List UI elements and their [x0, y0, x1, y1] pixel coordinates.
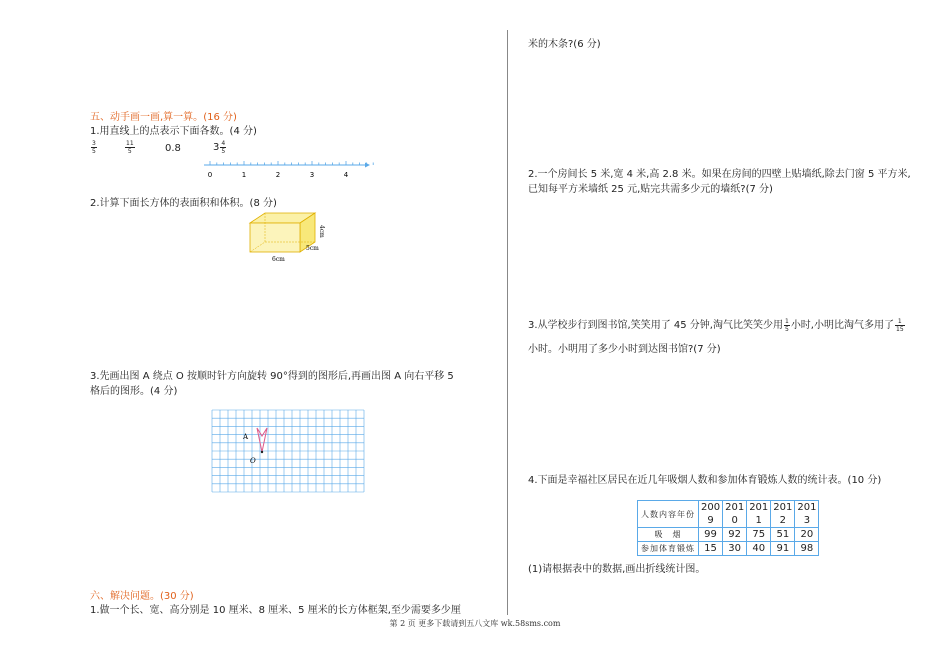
tick-label: 4	[343, 171, 349, 179]
cuboid-figure	[240, 205, 330, 263]
year-cell: 201 3	[795, 501, 819, 528]
row-label: 吸 烟	[638, 528, 699, 542]
table-cell: 51	[771, 528, 795, 542]
decimal-value: 0.8	[165, 143, 181, 154]
box-height-label: 4cm	[318, 225, 325, 238]
fraction-1-15: $\frac{1}{15}$	[896, 317, 904, 333]
q6-4-text: 4.下面是幸福社区居民在近几年吸烟人数和参加体育锻炼人数的统计表。(10 分)	[528, 475, 882, 486]
table-cell: 15	[699, 542, 723, 556]
q6-2-line1: 2.一个房间长 5 米,宽 4 米,高 2.8 米。如果在房间的四壁上贴墙纸,除去门窗 5 平方米,	[528, 169, 911, 180]
table-cell: 40	[747, 542, 771, 556]
fraction-3-5: $\frac{3}{5}$	[92, 140, 96, 155]
table-cell: 99	[699, 528, 723, 542]
column-divider	[507, 30, 508, 615]
statistics-table	[637, 500, 819, 556]
row-label: 参加体育锻炼	[638, 542, 699, 556]
year-cell: 201 0	[723, 501, 747, 528]
section6-heading	[90, 587, 194, 602]
q6-1-continued: 米的木条?(6 分)	[528, 39, 601, 50]
q6-2-line2: 已知每平方米墙纸 25 元,贴完共需多少元的墙纸?(7 分)	[528, 184, 773, 195]
tick-label: 3	[309, 171, 315, 179]
section5-title: 五、动手画一画,算一算。	[90, 112, 204, 123]
q6-1-text: 1.做一个长、宽、高分别是 10 厘米、8 厘米、5 厘米的长方体框架,至少需要多少厘	[90, 605, 461, 616]
table-cell: 92	[723, 528, 747, 542]
section6-title: 六、解决问题。	[90, 591, 160, 602]
table-cell: 30	[723, 542, 747, 556]
q5-2-text: 2.计算下面长方体的表面积和体积。(8 分)	[90, 198, 277, 209]
year-cell: 201 2	[771, 501, 795, 528]
number-line	[200, 158, 375, 180]
section5-heading	[90, 108, 237, 123]
q6-3-line1: 3.从学校步行到图书馆,笑笑用了 45 分钟,淘气比笑笑少用 $\frac{1}{5}$ 小时,小明比淘气多用了 $\frac{1}{15}$	[528, 317, 904, 333]
grid-figure	[210, 408, 365, 494]
q5-3-text-line2: 格后的图形。(4 分)	[90, 386, 178, 397]
tick-label: 1	[241, 171, 247, 179]
figure-a-label: A	[243, 433, 249, 441]
tick-label: 2	[275, 171, 281, 179]
q6-3-line2: 小时。小明用了多少小时到达图书馆?(7 分)	[528, 344, 721, 355]
table-cell: 91	[771, 542, 795, 556]
fraction-11-5: $\frac{11}{5}$	[126, 140, 134, 155]
q6-4-sub: (1)请根据表中的数据,画出折线统计图。	[528, 564, 706, 575]
q5-3-text-line1: 3.先画出图 A 绕点 O 按顺时针方向旋转 90°得到的图形后,再画出图 A 向右平移 5	[90, 371, 454, 382]
section5-score: (16 分)	[203, 112, 237, 123]
table-header-cell: 人数内容年份	[638, 501, 699, 528]
table-header-row	[638, 501, 819, 528]
table-row	[638, 542, 819, 556]
year-cell: 200 9	[699, 501, 723, 528]
mixed-number: 3 $\frac{4}{5}$	[213, 140, 226, 155]
tick-label: 0	[207, 171, 213, 179]
section6-score: (30 分)	[160, 591, 194, 602]
fraction-1-5: $\frac{1}{5}$	[784, 317, 789, 333]
table-cell: 75	[747, 528, 771, 542]
table-row	[638, 528, 819, 542]
page-footer: 第 2 页 更多下载请到五八文库 wk.58sms.com	[389, 619, 561, 628]
table-cell: 98	[795, 542, 819, 556]
table-cell: 20	[795, 528, 819, 542]
box-depth-label: 5cm	[306, 245, 319, 252]
year-cell: 201 1	[747, 501, 771, 528]
q5-1-text: 1.用直线上的点表示下面各数。(4 分)	[90, 126, 257, 137]
box-width-label: 6cm	[272, 256, 285, 263]
point-o-label: O	[250, 457, 256, 465]
